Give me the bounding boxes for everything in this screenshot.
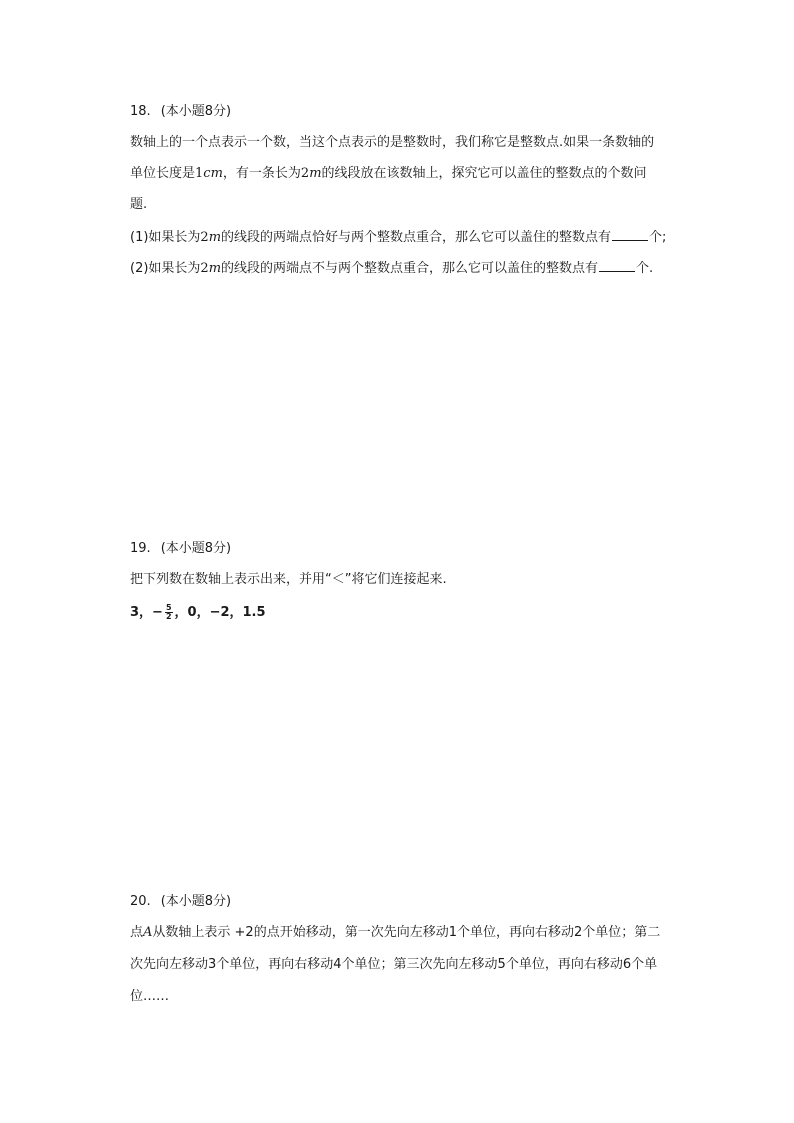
q19-fraction-numerator: 5 <box>165 603 172 612</box>
q18-sub2-part-b: 的线段的两端点不与两个整数点重合，那么它可以盖住的整数点有 <box>221 261 599 276</box>
q18-sub1-length-m: m <box>208 230 222 245</box>
q18-sub1-part-c: 个; <box>649 230 667 245</box>
q18-line2-part-a: 单位长度是 <box>130 166 196 181</box>
q18-line2-part-c: 的线段放在该数轴上，探究它可以盖住的整数点的个数问 <box>321 166 647 181</box>
q18-sub-question-1 <box>130 228 666 246</box>
q18-sub1-length-number: 2 <box>200 230 209 245</box>
q18-header <box>130 104 231 120</box>
q20-number: 20. <box>130 894 151 909</box>
q18-sub2-part-c: 个. <box>636 261 654 276</box>
q18-sub1-part-b: 的线段的两端点恰好与两个整数点重合，那么它可以盖住的整数点有 <box>221 230 612 245</box>
q18-text-line-1: 数轴上的一个点表示一个数，当这个点表示的是整数时，我们称它是整数点.如果一条数轴的 <box>130 135 655 150</box>
q20-header <box>130 894 231 910</box>
q20-line1-part-b: 从数轴上表示 +2的点开始移动，第一次先向左移动1个单位，再向右移动2个单位；第二 <box>152 925 661 940</box>
q18-sub1-answer-blank[interactable] <box>612 228 648 241</box>
q18-length-m: m <box>309 166 322 181</box>
q19-number-list <box>130 604 266 621</box>
q18-line2-part-b: ，有一条长为 <box>222 166 301 181</box>
q18-unit-number: 1 <box>195 166 204 181</box>
q19-remaining-numbers: ，0，−2，1.5 <box>174 605 266 620</box>
q18-sub2-length-number: 2 <box>200 261 209 276</box>
q18-score: (本小题8分) <box>160 104 232 119</box>
q18-sub2-part-a: (2)如果长为 <box>130 261 201 276</box>
q19-fraction <box>165 604 173 621</box>
q20-text-line-2: 次先向左移动3个单位，再向右移动4个单位；第三次先向左移动5个单位，再向右移动6个单 <box>130 957 658 972</box>
q19-text-line-1: 把下列数在数轴上表示出来，并用“＜”将它们连接起来. <box>130 572 447 587</box>
q19-number-3: 3， <box>130 605 153 620</box>
q20-score: (本小题8分) <box>160 894 232 909</box>
q18-unit-cm: cm <box>203 166 223 181</box>
q18-sub1-part-a: (1)如果长为 <box>130 230 201 245</box>
q20-text-line-3: 位…… <box>130 989 170 1004</box>
q18-number: 18. <box>130 104 151 119</box>
q19-fraction-denominator: 2 <box>165 612 172 621</box>
q18-length-number: 2 <box>300 166 310 181</box>
q18-text-line-3: 题. <box>130 197 148 212</box>
q20-point-a: A <box>143 925 153 940</box>
q20-text-line-1 <box>130 925 660 941</box>
q19-score: (本小题8分) <box>160 541 232 556</box>
q19-fraction-sign: − <box>152 605 163 620</box>
q19-number: 19. <box>130 541 151 556</box>
q18-sub2-length-m: m <box>208 261 222 276</box>
q20-line1-part-a: 点 <box>130 925 144 940</box>
q18-text-line-2 <box>130 166 647 182</box>
q19-header <box>130 541 231 557</box>
q18-sub2-answer-blank[interactable] <box>599 259 635 272</box>
q18-sub-question-2 <box>130 259 653 277</box>
